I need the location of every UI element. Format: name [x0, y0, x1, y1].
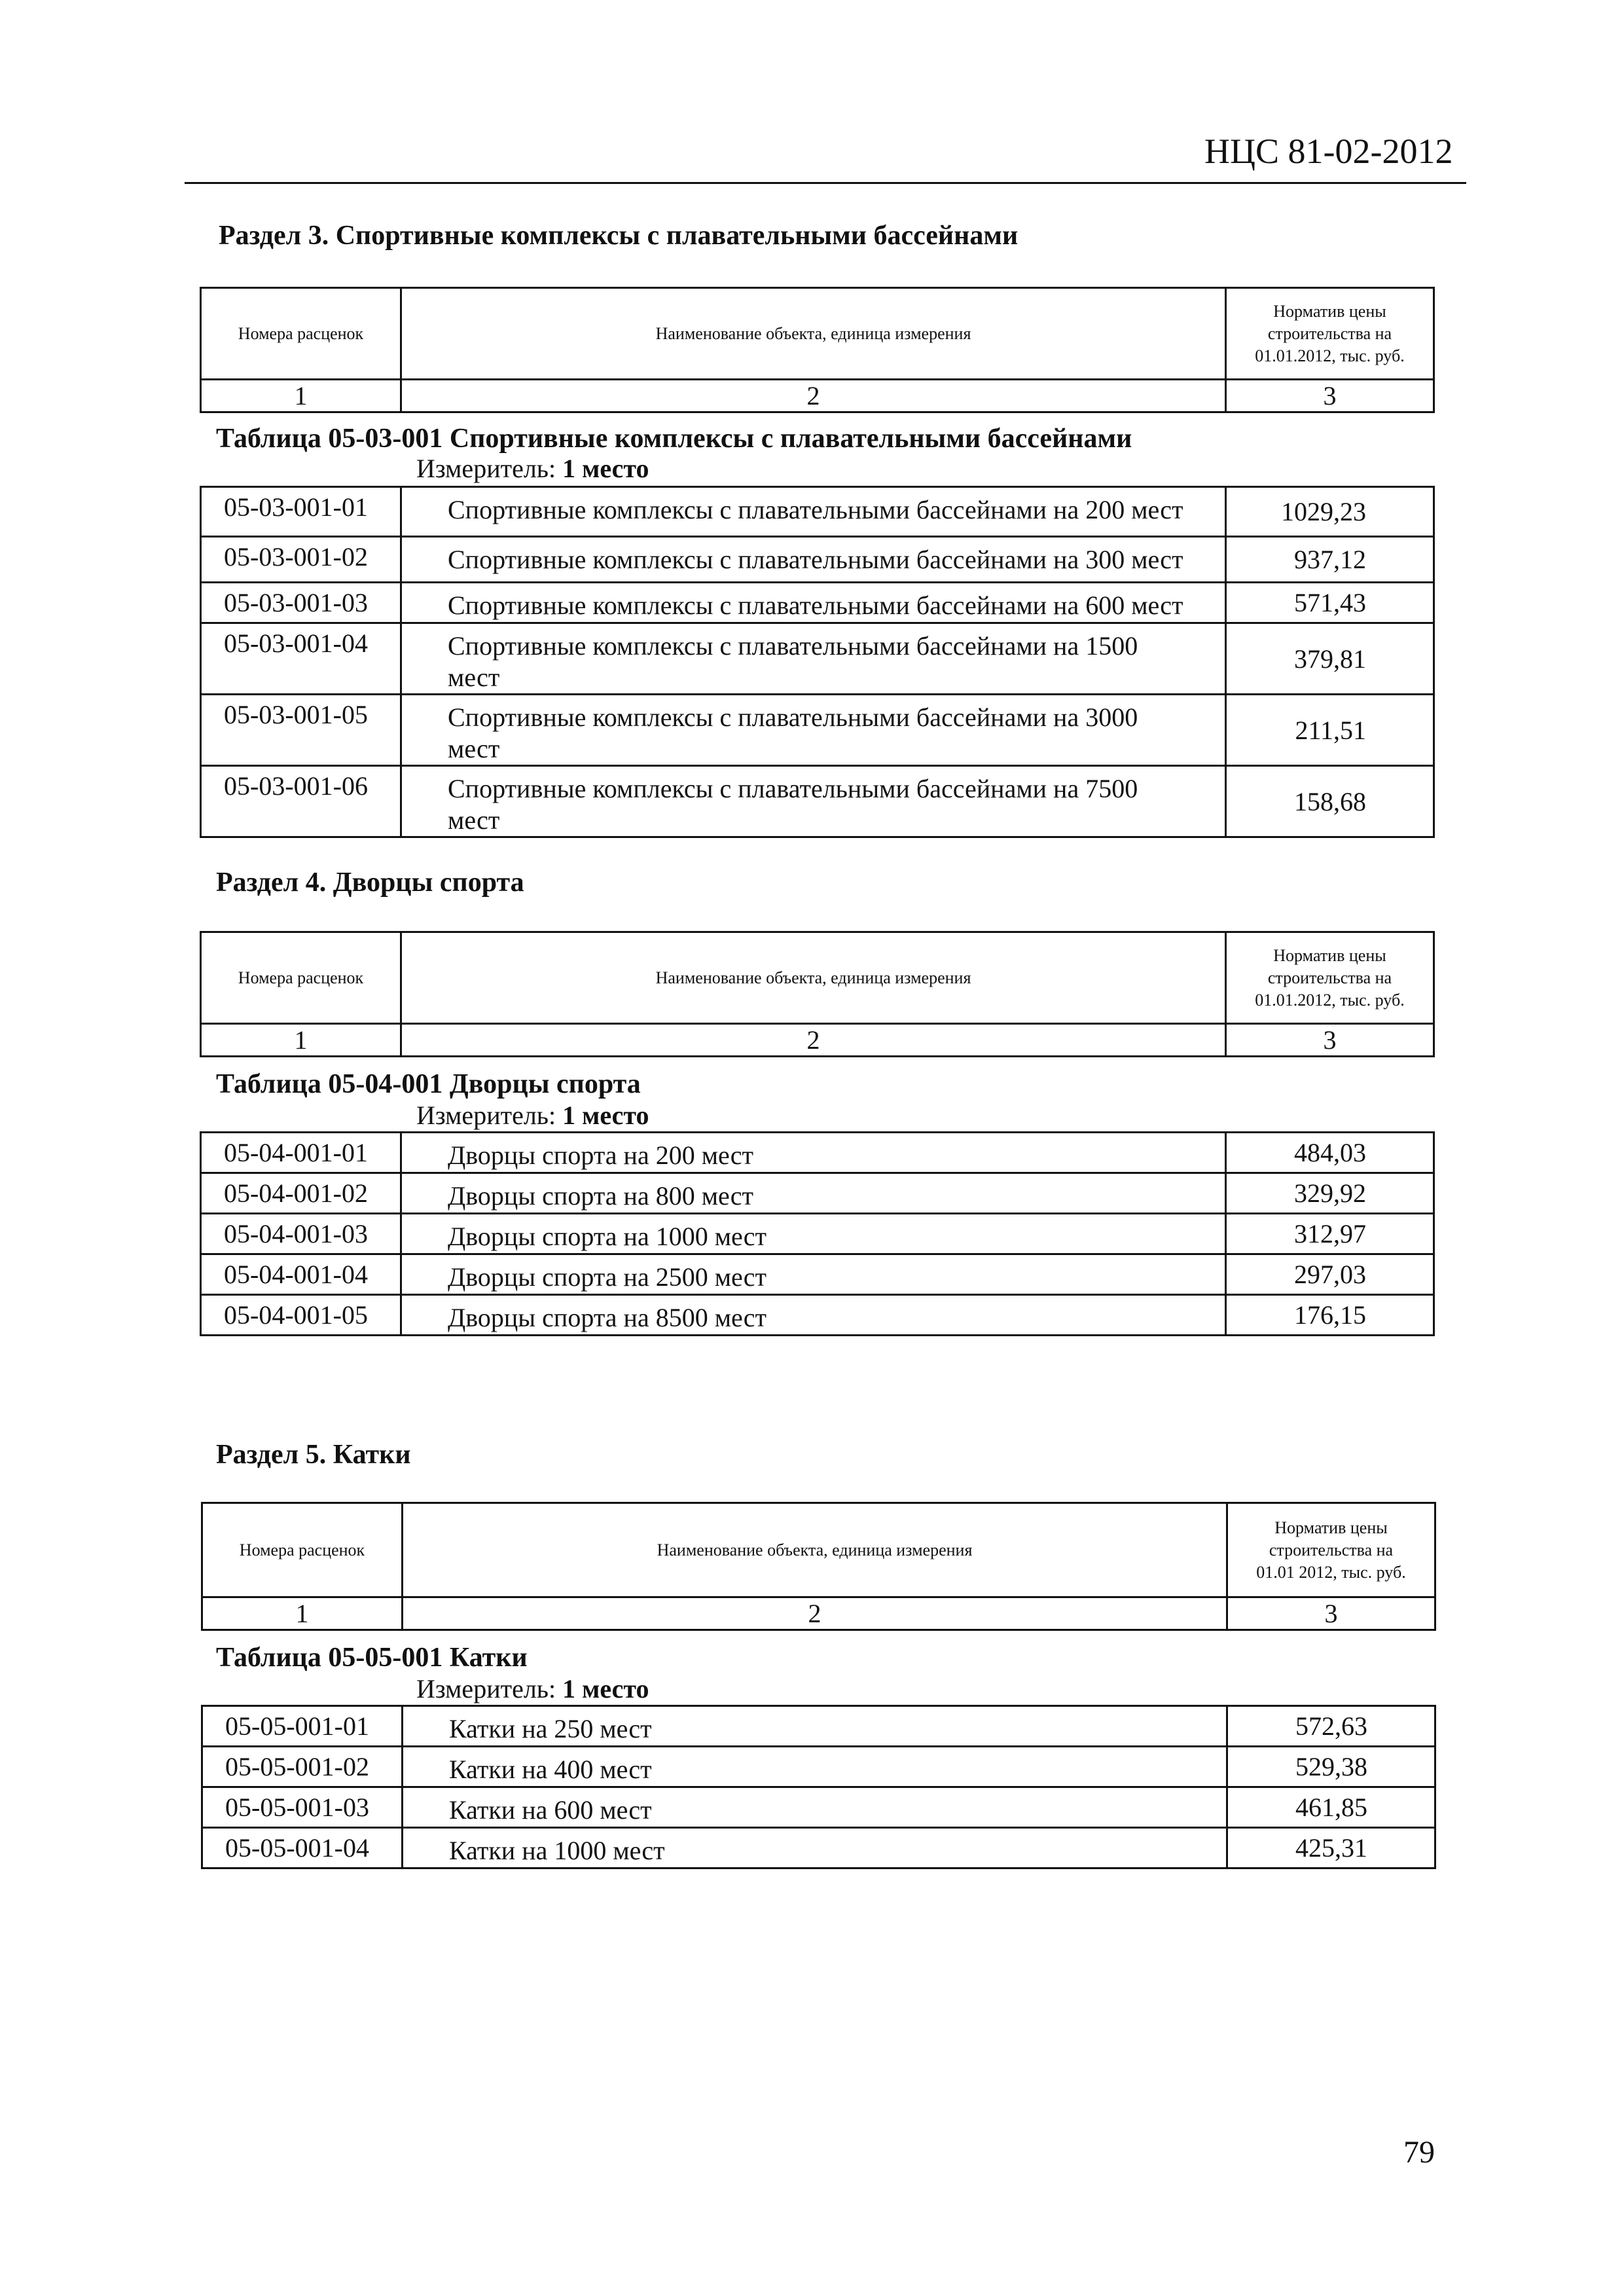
row-code: 05-05-001-03 — [202, 1787, 403, 1828]
row-code: 05-03-001-01 — [201, 487, 401, 537]
row-price: 461,85 — [1227, 1787, 1435, 1828]
row-price: 1029,23 — [1226, 487, 1434, 537]
meter-label: Измеритель: — [416, 454, 556, 483]
row-name: Катки на 600 мест — [403, 1787, 1227, 1828]
row-name: Дворцы спорта на 800 мест — [401, 1173, 1226, 1214]
row-name: Катки на 250 мест — [403, 1706, 1227, 1747]
row-name: Катки на 1000 мест — [403, 1828, 1227, 1868]
row-price: 425,31 — [1227, 1828, 1435, 1868]
row-name: Дворцы спорта на 2500 мест — [401, 1254, 1226, 1295]
header-num-3: 3 — [1226, 380, 1434, 412]
meter-value: 1 место — [562, 1101, 649, 1130]
table-05-03-001 — [200, 486, 1435, 838]
section-5-header-table — [201, 1502, 1436, 1631]
header-col-codes: Номера расценок — [201, 932, 401, 1024]
row-code: 05-03-001-05 — [201, 695, 401, 766]
header-col-name: Наименование объекта, единица измерения — [403, 1503, 1227, 1597]
row-name: Спортивные комплексы с плавательными бассейнами на 200 мест — [401, 487, 1226, 537]
header-num-2: 2 — [401, 1024, 1226, 1057]
table-05-04-001-caption: Таблица 05-04-001 Дворцы спорта — [216, 1069, 641, 1099]
row-name: Спортивные комплексы с плавательными бассейнами на 7500 мест — [401, 766, 1226, 837]
row-code: 05-04-001-02 — [201, 1173, 401, 1214]
row-price: 484,03 — [1226, 1133, 1434, 1173]
header-num-2: 2 — [403, 1597, 1227, 1630]
row-code: 05-03-001-03 — [201, 583, 401, 623]
row-price: 158,68 — [1226, 766, 1434, 837]
header-num-3: 3 — [1227, 1597, 1435, 1630]
row-code: 05-05-001-02 — [202, 1747, 403, 1787]
header-col-codes: Номера расценок — [202, 1503, 403, 1597]
section-4-title: Раздел 4. Дворцы спорта — [216, 867, 524, 898]
header-col-price — [1226, 288, 1434, 380]
header-col-price — [1226, 932, 1434, 1024]
table-row — [201, 1295, 1434, 1336]
table-row — [201, 1133, 1434, 1173]
table-row — [201, 766, 1434, 837]
row-code: 05-03-001-02 — [201, 537, 401, 583]
row-name: Дворцы спорта на 8500 мест — [401, 1295, 1226, 1336]
header-num-1: 1 — [201, 1024, 401, 1057]
row-code: 05-04-001-04 — [201, 1254, 401, 1295]
section-5-title: Раздел 5. Катки — [216, 1440, 411, 1470]
row-name: Катки на 400 мест — [403, 1747, 1227, 1787]
row-price: 379,81 — [1226, 623, 1434, 695]
row-name: Спортивные комплексы с плавательными бассейнами на 3000 мест — [401, 695, 1226, 766]
header-rule — [185, 182, 1466, 184]
document-code: НЦС 81-02-2012 — [1204, 132, 1453, 171]
table-row — [202, 1747, 1435, 1787]
table-row — [201, 1173, 1434, 1214]
row-price: 312,97 — [1226, 1214, 1434, 1254]
row-name: Спортивные комплексы с плавательными бассейнами на 600 мест — [401, 583, 1226, 623]
row-code: 05-05-001-01 — [202, 1706, 403, 1747]
meter-value: 1 место — [562, 1674, 649, 1704]
row-price: 211,51 — [1226, 695, 1434, 766]
table-row — [202, 1787, 1435, 1828]
header-col-codes: Номера расценок — [201, 288, 401, 380]
table-row — [201, 623, 1434, 695]
table-row — [201, 487, 1434, 537]
table-row — [201, 537, 1434, 583]
table-05-05-001-caption: Таблица 05-05-001 Катки — [216, 1643, 528, 1673]
table-row — [202, 1706, 1435, 1747]
meter-value: 1 место — [562, 454, 649, 483]
row-price: 937,12 — [1226, 537, 1434, 583]
meter-label: Измеритель: — [416, 1101, 556, 1130]
header-col-name: Наименование объекта, единица измерения — [401, 288, 1226, 380]
row-price: 571,43 — [1226, 583, 1434, 623]
row-price: 329,92 — [1226, 1173, 1434, 1214]
row-code: 05-04-001-05 — [201, 1295, 401, 1336]
page-number: 79 — [1403, 2135, 1435, 2170]
table-row — [202, 1828, 1435, 1868]
header-num-1: 1 — [201, 380, 401, 412]
header-num-3: 3 — [1226, 1024, 1434, 1057]
row-name: Спортивные комплексы с плавательными бассейнами на 300 мест — [401, 537, 1226, 583]
row-price: 572,63 — [1227, 1706, 1435, 1747]
row-code: 05-05-001-04 — [202, 1828, 403, 1868]
header-col-price-text: Норматив цены строительства на 01.01.2012, тыс. руб. — [1255, 945, 1405, 1010]
table-05-04-001 — [200, 1131, 1435, 1336]
row-name: Спортивные комплексы с плавательными бассейнами на 1500 мест — [401, 623, 1226, 695]
row-name: Дворцы спорта на 1000 мест — [401, 1214, 1226, 1254]
header-col-price-text: Норматив цены строительства на 01.01.2012, тыс. руб. — [1255, 301, 1405, 365]
header-num-2: 2 — [401, 380, 1226, 412]
row-code: 05-04-001-01 — [201, 1133, 401, 1173]
row-price: 176,15 — [1226, 1295, 1434, 1336]
table-row — [201, 583, 1434, 623]
header-num-1: 1 — [202, 1597, 403, 1630]
table-05-05-001 — [201, 1705, 1436, 1869]
meter-label: Измеритель: — [416, 1674, 556, 1704]
table-05-04-001-meter — [416, 1100, 649, 1131]
row-code: 05-03-001-04 — [201, 623, 401, 695]
table-05-03-001-caption: Таблица 05-03-001 Спортивные комплексы с плавательными бассейнами — [216, 424, 1132, 454]
table-row — [201, 1254, 1434, 1295]
table-row — [201, 695, 1434, 766]
table-05-03-001-meter — [416, 453, 649, 484]
header-col-price — [1227, 1503, 1435, 1597]
row-name: Дворцы спорта на 200 мест — [401, 1133, 1226, 1173]
table-row — [201, 1214, 1434, 1254]
row-code: 05-03-001-06 — [201, 766, 401, 837]
table-05-05-001-meter — [416, 1673, 649, 1704]
section-3-title: Раздел 3. Спортивные комплексы с плавательными бассейнами — [219, 221, 1019, 251]
row-price: 297,03 — [1226, 1254, 1434, 1295]
header-col-price-text: Норматив цены строительства на 01.01 2012, тыс. руб. — [1256, 1518, 1406, 1582]
row-code: 05-04-001-03 — [201, 1214, 401, 1254]
section-4-header-table — [200, 931, 1435, 1057]
header-col-name: Наименование объекта, единица измерения — [401, 932, 1226, 1024]
row-price: 529,38 — [1227, 1747, 1435, 1787]
section-3-header-table — [200, 287, 1435, 413]
